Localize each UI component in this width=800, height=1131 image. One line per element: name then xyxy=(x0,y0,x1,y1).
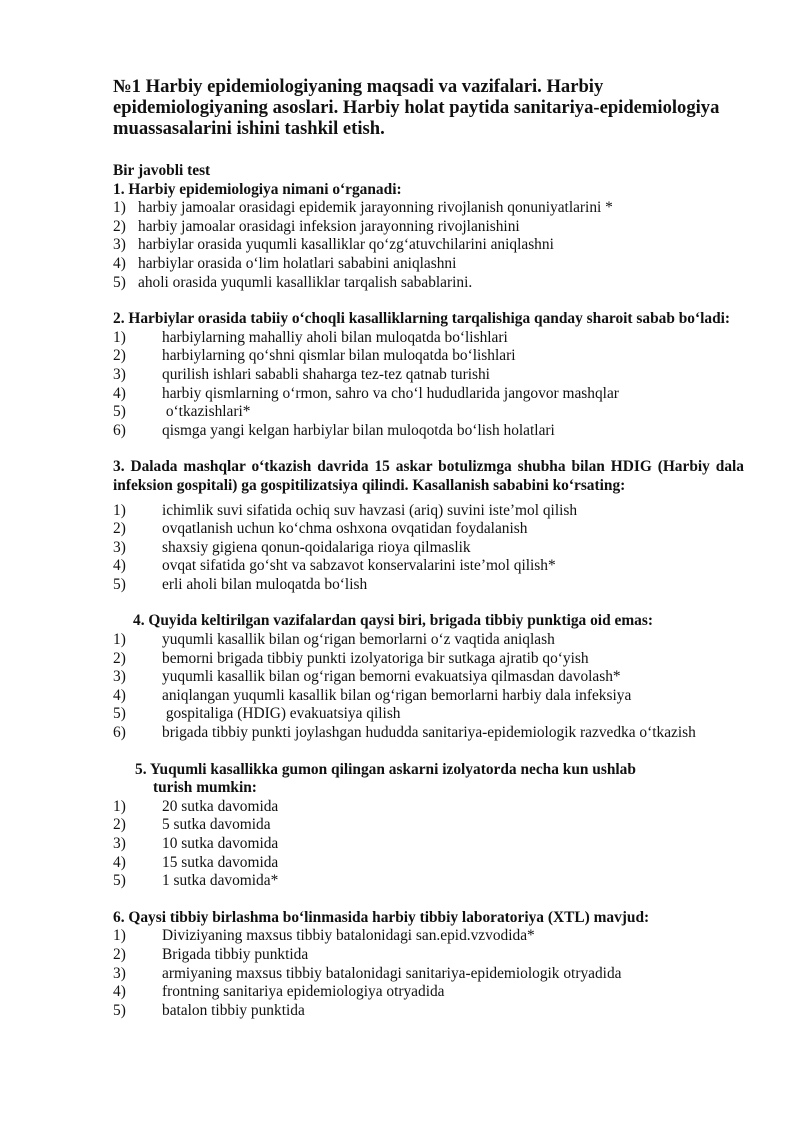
option-text: gospitaliga (HDIG) evakuatsiya qilish xyxy=(162,705,401,723)
option-item xyxy=(113,835,744,854)
option-item xyxy=(113,218,744,237)
option-number: 3) xyxy=(113,538,126,556)
option-text: shaxsiy gigiena qonun-qoidalariga rioya qilmaslik xyxy=(162,538,471,556)
option-item xyxy=(113,631,744,650)
option-item xyxy=(113,650,744,669)
option-item xyxy=(113,1002,744,1021)
option-text: Diviziyaning maxsus tibbiy batalonidagi san.epid.vzvodida* xyxy=(162,927,535,945)
option-number: 1) xyxy=(113,927,126,945)
question-text: 3. Dalada mashqlar o‘tkazish davrida 15 askar botulizmga shubha bilan HDIG (Harbiy dala infeksion gospitali) ga gospitilizatsiya qilindi. Kasallanish sababini ko‘rsating: xyxy=(113,458,744,494)
option-number: 1) xyxy=(113,199,126,217)
option-item xyxy=(113,557,744,576)
option-text: 5 sutka davomida xyxy=(162,816,271,834)
option-text: harbiylar orasida o‘lim holatlari sababini aniqlashni xyxy=(138,254,457,272)
option-number: 2) xyxy=(113,217,126,235)
option-item xyxy=(113,366,744,385)
option-item xyxy=(113,347,744,366)
option-item xyxy=(113,983,744,1002)
option-item xyxy=(113,798,744,817)
option-text: frontning sanitariya epidemiologiya otryadida xyxy=(162,983,445,1001)
option-list xyxy=(113,798,744,891)
option-number: 4) xyxy=(113,686,126,704)
option-number: 2) xyxy=(113,945,126,963)
option-number: 4) xyxy=(113,853,126,871)
option-number: 6) xyxy=(113,421,126,439)
option-text: aniqlangan yuqumli kasallik bilan og‘rigan bemorlarni harbiy dala infeksiya xyxy=(162,686,632,704)
question-3 xyxy=(113,458,744,594)
option-text: armiyaning maxsus tibbiy batalonidagi sanitariya-epidemiologik otryadida xyxy=(162,964,622,982)
option-text: bemorni brigada tibbiy punkti izolyatoriga bir sutkaga ajratib qo‘yish xyxy=(162,649,589,667)
option-item xyxy=(113,236,744,255)
question-text xyxy=(113,761,744,798)
option-item xyxy=(113,854,744,873)
option-item xyxy=(113,539,744,558)
option-number: 2) xyxy=(113,649,126,667)
option-text: harbiy qismlarning o‘rmon, sahro va cho‘l hududlarida jangovor mashqlar xyxy=(162,384,619,402)
option-text: batalon tibbiy punktida xyxy=(162,1001,305,1019)
option-text: brigada tibbiy punkti joylashgan hududda sanitariya-epidemiologik razvedka o‘tkazish xyxy=(162,724,696,742)
option-text: harbiylarning qo‘shni qismlar bilan muloqatda bo‘lishlari xyxy=(162,347,516,365)
option-text: harbiylarning mahalliy aholi bilan muloqatda bo‘lishlari xyxy=(162,328,508,346)
option-text: 15 sutka davomida xyxy=(162,853,279,871)
option-text: Brigada tibbiy punktida xyxy=(162,945,309,963)
option-number: 1) xyxy=(113,797,126,815)
question-text-line: 5. Yuqumli kasallikka gumon qilingan askarni izolyatorda necha kun ushlab xyxy=(135,760,636,778)
question-text: 1. Harbiy epidemiologiya nimani o‘rganadi: xyxy=(113,180,402,198)
option-text: harbiy jamoalar orasidagi epidemik jarayonning rivojlanish qonuniyatlarini * xyxy=(138,199,613,217)
option-text: ichimlik suvi sifatida ochiq suv havzasi (ariq) suvini iste’mol qilish xyxy=(162,501,578,519)
option-text: 20 sutka davomida xyxy=(162,797,279,815)
option-number: 2) xyxy=(113,520,126,538)
option-item xyxy=(113,502,744,521)
question-4 xyxy=(113,612,744,742)
document-title: №1 Harbiy epidemiologiyaning maqsadi va vazifalari. Harbiy epidemiologiyaning asoslari. Harbiy holat paytida sanitariya-epidemiologiya muassasalarini ishini tashkil etish. xyxy=(113,76,720,139)
option-number: 4) xyxy=(113,983,126,1001)
option-item xyxy=(113,724,744,743)
option-number: 5) xyxy=(113,1001,126,1019)
option-item xyxy=(113,385,744,404)
option-item xyxy=(113,687,744,706)
option-number: 2) xyxy=(113,347,126,365)
option-number: 4) xyxy=(113,557,126,575)
option-number: 2) xyxy=(113,816,126,834)
option-item xyxy=(113,422,744,441)
option-item xyxy=(113,816,744,835)
question-text: 6. Qaysi tibbiy birlashma bo‘linmasida harbiy tibbiy laboratoriya (XTL) mavjud: xyxy=(113,908,650,926)
option-number: 3) xyxy=(113,365,126,383)
section-label: Bir javobli test xyxy=(113,162,211,179)
option-number: 5) xyxy=(113,872,126,890)
option-number: 3) xyxy=(113,964,126,982)
option-text: harbiy jamoalar orasidagi infeksion jarayonning rivojlanishini xyxy=(138,217,520,235)
question-5 xyxy=(113,761,744,891)
option-item xyxy=(113,668,744,687)
question-text-continuation: turish mumkin: xyxy=(153,779,257,797)
option-text: yuqumli kasallik bilan og‘rigan bemorni evakuatsiya qilmasdan davolash* xyxy=(162,668,621,686)
option-list xyxy=(113,631,744,743)
option-item xyxy=(113,199,744,218)
option-item xyxy=(113,946,744,965)
option-text: qismga yangi kelgan harbiylar bilan muloqotda bo‘lish holatlari xyxy=(162,421,555,439)
option-number: 3) xyxy=(113,668,126,686)
option-text: ovqat sifatida go‘sht va sabzavot konservalarini iste’mol qilish* xyxy=(162,557,556,575)
option-number: 5) xyxy=(113,273,126,291)
question-2 xyxy=(113,310,744,440)
option-item xyxy=(113,872,744,891)
question-6 xyxy=(113,909,744,1021)
option-text: qurilish ishlari sababli shaharga tez-tez qatnab turishi xyxy=(162,365,490,383)
option-item xyxy=(113,329,744,348)
option-text: o‘tkazishlari* xyxy=(162,403,251,421)
option-number: 3) xyxy=(113,236,126,254)
option-text: ovqatlanish uchun ko‘chma oshxona ovqatidan foydalanish xyxy=(162,520,528,538)
option-number: 3) xyxy=(113,835,126,852)
option-list xyxy=(113,927,744,1020)
option-number: 4) xyxy=(113,254,126,272)
option-item xyxy=(113,255,744,274)
option-text: erli aholi bilan muloqatda bo‘lish xyxy=(162,575,368,593)
option-item xyxy=(113,705,744,724)
option-item xyxy=(113,927,744,946)
option-number: 5) xyxy=(113,575,126,593)
option-item xyxy=(113,576,744,595)
option-text: 1 sutka davomida* xyxy=(162,872,279,890)
option-text: 10 sutka davomida xyxy=(162,835,279,852)
option-text: harbiylar orasida yuqumli kasalliklar qo‘zg‘atuvchilarini aniqlashni xyxy=(138,236,554,254)
option-number: 1) xyxy=(113,328,126,346)
option-list xyxy=(113,329,744,441)
option-item xyxy=(113,274,744,293)
option-number: 1) xyxy=(113,631,126,649)
question-1 xyxy=(113,181,744,293)
option-item xyxy=(113,965,744,984)
option-list xyxy=(113,199,744,292)
option-item xyxy=(113,520,744,539)
option-text: yuqumli kasallik bilan og‘rigan bemorlarni o‘z vaqtida aniqlash xyxy=(162,631,555,649)
option-number: 5) xyxy=(113,705,126,723)
option-item xyxy=(113,403,744,422)
option-text: aholi orasida yuqumli kasalliklar tarqalish sabablarini. xyxy=(138,273,473,291)
question-text: 2. Harbiylar orasida tabiiy o‘choqli kasalliklarning tarqalishiga qanday sharoit sabab bo‘ladi: xyxy=(113,310,731,328)
option-number: 6) xyxy=(113,724,126,742)
question-text: 4. Quyida keltirilgan vazifalardan qaysi biri, brigada tibbiy punktiga oid emas: xyxy=(133,612,653,630)
option-number: 4) xyxy=(113,384,126,402)
option-number: 1) xyxy=(113,501,126,519)
option-list xyxy=(113,502,744,595)
option-number: 5) xyxy=(113,403,126,421)
